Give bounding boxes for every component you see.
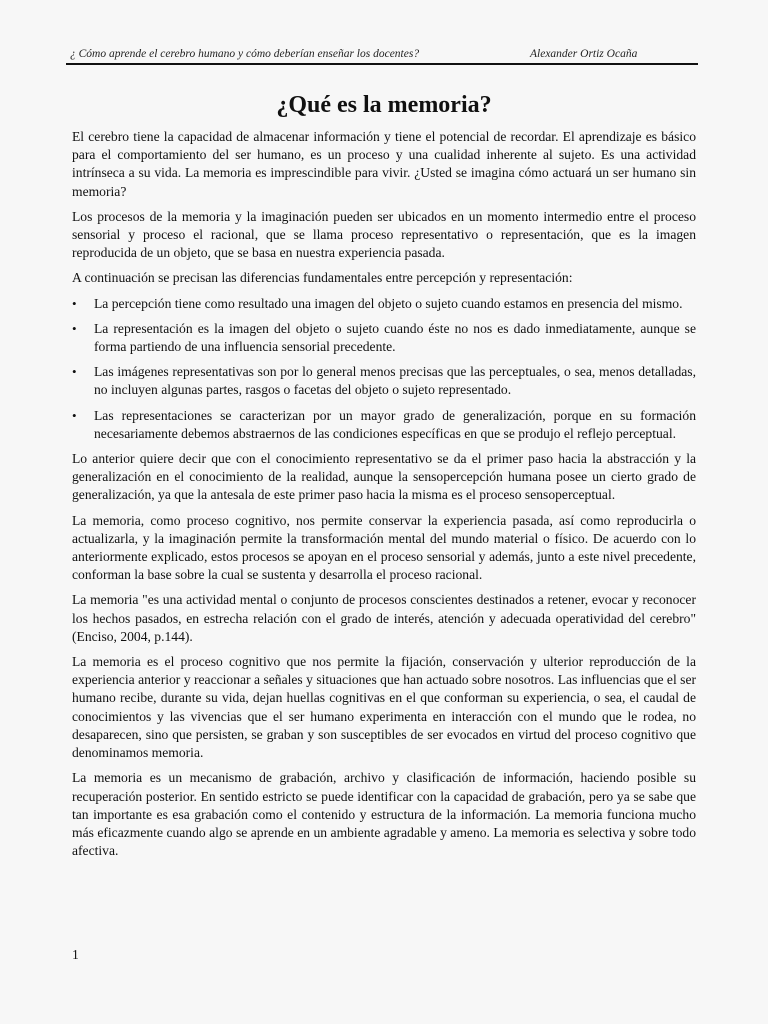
list-item: [72, 320, 696, 356]
list-item-text: Las imágenes representativas son por lo general menos precisas que las perceptuales, o sea, menos detalladas, no incluyen algunas partes, rasgos o facetas del objeto o sujeto representado.: [94, 364, 696, 398]
page-body: [72, 88, 696, 867]
bullet-icon: •: [72, 407, 77, 423]
bullet-icon: •: [72, 295, 77, 311]
list-item: [72, 363, 696, 399]
paragraph-quote-enciso: La memoria "es una actividad mental o conjunto de procesos conscientes destinados a retener, evocar y reconocer los hechos pasados, en estrecha relación con el grado de interés, atención y adecuada operatividad del cerebro" (Enciso, 2004, p.144).: [72, 592, 696, 644]
paragraph-differences-lead: A continuación se precisan las diferencias fundamentales entre percepción y representación:: [72, 270, 573, 286]
paragraph-processes: Los procesos de la memoria y la imaginación pueden ser ubicados en un momento intermedio entre el proceso sensorial y proceso el racional, que se llama proceso representativo o representación, que es la imagen reproducida de un objeto, que se basa en nuestra experiencia pasada.: [72, 208, 696, 261]
paragraph-abstraction: Lo anterior quiere decir que con el conocimiento representativo se da el primer paso hacia la abstracción y la generalización en el conocimiento de la realidad, aunque la sensopercepción humana posee un cierto grado de generalización, ya que la antesala de este primer paso hacia la misma es el proceso sensoperceptual.: [72, 451, 696, 503]
header-book-title: ¿ Cómo aprende el cerebro humano y cómo deberían enseñar los docentes?: [70, 48, 420, 60]
bullet-icon: •: [72, 364, 77, 380]
paragraph-intro: El cerebro tiene la capacidad de almacenar información y tiene el potencial de recordar. El aprendizaje es básico para el comportamiento del ser humano, es un proceso y una cualidad inherente al sujeto. Es una actividad intrínseca a su vida. La memoria es imprescindible para vivir. ¿Usted se imagina cómo actuará un ser humano sin memoria?: [72, 129, 696, 199]
page-number: 1: [72, 947, 79, 962]
list-item-text: Las representaciones se caracterizan por un mayor grado de generalización, porque en su formación necesariamente debemos abstraernos de las condiciones específicas en que se produjo el reflejo perceptual.: [94, 407, 696, 441]
list-item: [72, 295, 696, 313]
bullet-icon: •: [72, 320, 77, 336]
list-item-text: La representación es la imagen del objeto o sujeto cuando éste no nos es dado inmediatamente, aunque se forma partiendo de una influencia sensorial precedente.: [94, 320, 696, 355]
running-header: [70, 44, 698, 64]
paragraph-cognitive-process: La memoria, como proceso cognitivo, nos permite conservar la experiencia pasada, así como reproducirla o actualizarla, y la imaginación permite la transformación mental del mundo material o físico. De acuerdo con lo anteriormente explicado, estos procesos se apoyan en el proceso sensorial y además, junto a este nivel precedente, conforman la base sobre la cual se sustenta y desarrolla el proceso racional.: [72, 512, 696, 583]
paragraph-memory-definition: La memoria es el proceso cognitivo que nos permite la fijación, conservación y ulterior reproducción de la experiencia anterior y reaccionar a señales y situaciones que han actuado sobre nosotros. Las influencias que el ser humano recibe, durante su vida, dejan huellas cognitivas en el que conforman su experiencia, o sea, el caudal de conocimientos y las vivencias que el ser humano experimenta en interacción con el mundo que le rodea, no desaparecen, sino que persisten, se graban y son susceptibles de ser evocados en virtud del proceso cognitivo que denominamos memoria.: [72, 654, 696, 761]
header-divider: [66, 63, 698, 65]
paragraph-memory-mechanism: La memoria es un mecanismo de grabación, archivo y clasificación de información, haciendo posible su recuperación posterior. En sentido estricto se puede identificar con la capacidad de grabación, pero ya se sabe que tan importante es esa grabación como el contenido y estructura de la información. La memoria funciona mucho más eficazmente cuando algo se aprende en un ambiente agradable y ameno. La memoria es selectiva y sobre todo afectiva.: [72, 770, 696, 859]
list-item: [72, 407, 696, 443]
header-author: Alexander Ortiz Ocaña: [530, 48, 638, 60]
page-title: ¿Qué es la memoria?: [276, 92, 492, 118]
list-item-text: La percepción tiene como resultado una imagen del objeto o sujeto cuando estamos en presencia del mismo.: [94, 295, 683, 311]
differences-list: [72, 295, 696, 443]
